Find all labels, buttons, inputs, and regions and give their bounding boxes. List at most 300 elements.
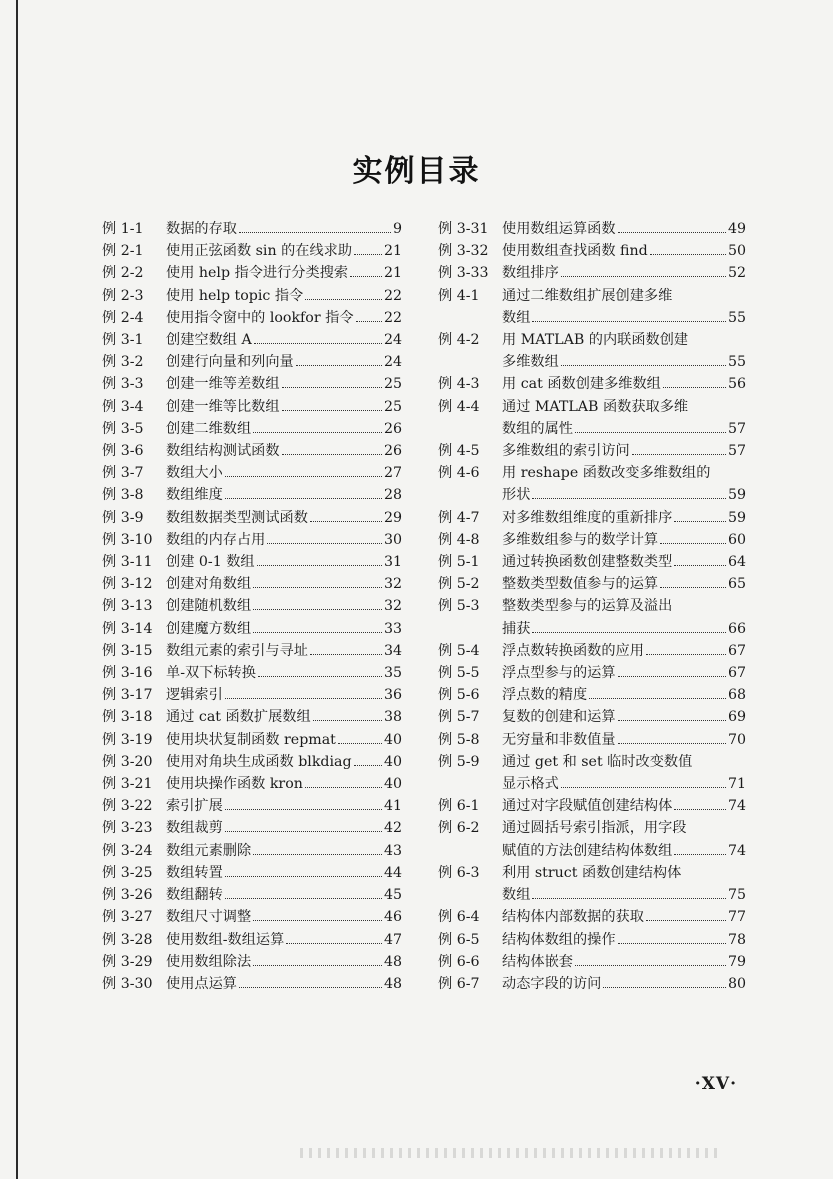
toc-entry-number: 例 3-1 [102, 332, 144, 349]
dot-leader [532, 621, 726, 633]
toc-entry [438, 951, 746, 973]
toc-entry-page: 34 [383, 642, 402, 659]
dot-leader [225, 488, 382, 500]
dot-leader [305, 288, 382, 300]
toc-entry-number: 例 3-24 [102, 842, 153, 859]
toc-entry-page: 26 [383, 443, 402, 460]
dot-leader [561, 355, 726, 367]
toc-entry-page: 77 [727, 909, 746, 926]
toc-entry [102, 906, 402, 928]
toc-entry-title: 数组元素的索引与寻址 [166, 642, 308, 659]
toc-entry-number: 例 5-9 [438, 753, 480, 770]
toc-entry-number: 例 3-28 [102, 931, 153, 948]
dot-leader [650, 244, 726, 256]
toc-entry [102, 973, 402, 995]
toc-entry-page: 69 [727, 709, 746, 726]
toc-entry-page: 42 [383, 820, 402, 837]
dot-leader [253, 910, 382, 922]
toc-entry-number: 例 5-3 [438, 598, 480, 615]
toc-entry-number: 例 5-7 [438, 709, 480, 726]
toc-entry-title: 使用块操作函数 kron [166, 776, 303, 793]
dot-leader [561, 776, 726, 788]
toc-entry-title: 使用块状复制函数 repmat [166, 731, 336, 748]
toc-entry-number: 例 5-5 [438, 665, 480, 682]
toc-entry [438, 440, 746, 462]
toc-entry-page: 57 [727, 420, 746, 437]
toc-entry-number: 例 5-8 [438, 731, 480, 748]
dot-leader [225, 799, 382, 811]
toc-entry [102, 440, 402, 462]
toc-entry-page: 32 [383, 576, 402, 593]
toc-entry-number: 例 3-27 [102, 909, 153, 926]
dot-leader [663, 377, 726, 389]
toc-entry [102, 418, 402, 440]
toc-entry-title: 数组维度 [166, 487, 223, 504]
dot-leader [225, 821, 382, 833]
toc-entry-page: 24 [383, 332, 402, 349]
toc-entry-title: 使用 help topic 指令 [166, 287, 304, 304]
toc-entry-number: 例 3-30 [102, 975, 153, 992]
toc-entry [438, 462, 746, 506]
toc-entry-number: 例 4-1 [438, 287, 480, 304]
dot-leader [253, 843, 382, 855]
toc-entry-title: 使用数组查找函数 find [502, 243, 648, 260]
toc-entry-title: 数组裁剪 [166, 820, 223, 837]
toc-entry [102, 706, 402, 728]
dot-leader [646, 643, 726, 655]
toc-entry-number: 例 2-3 [102, 287, 144, 304]
toc-entry [102, 396, 402, 418]
toc-entry-title: 通过圆括号索引指派，用字段 [502, 820, 687, 837]
dot-leader [305, 776, 382, 788]
dot-leader [239, 221, 391, 233]
toc-entry-title: 使用正弦函数 sin 的在线求助 [166, 243, 353, 260]
toc-entry [438, 817, 746, 861]
toc-entry-number: 例 3-10 [102, 531, 153, 548]
toc-entry-title: 创建一维等比数组 [166, 398, 280, 415]
toc-entry [102, 773, 402, 795]
dot-leader [225, 865, 382, 877]
toc-entry [102, 462, 402, 484]
toc-entry-page: 56 [727, 376, 746, 393]
toc-entry-page: 35 [383, 665, 402, 682]
toc-entry-page: 27 [383, 465, 402, 482]
toc-entry-title: 通过 cat 函数扩展数组 [166, 709, 311, 726]
toc-entry-title: 结构体数组的操作 [502, 931, 616, 948]
toc-entry-title: 使用数组除法 [166, 953, 252, 970]
toc-entry-number: 例 3-4 [102, 398, 144, 415]
toc-entry-number: 例 3-19 [102, 731, 153, 748]
toc-entry-page: 29 [383, 509, 402, 526]
toc-entry-title: 复数的创建和运算 [502, 709, 616, 726]
toc-entry-number: 例 3-6 [102, 443, 144, 460]
dot-leader [589, 688, 726, 700]
toc-entry-title: 使用指令窗中的 lookfor 指令 [166, 309, 354, 326]
toc-entry-page: 30 [383, 531, 402, 548]
toc-entry [102, 951, 402, 973]
toc-entry-title: 数组尺寸调整 [166, 909, 252, 926]
dot-leader [618, 665, 726, 677]
toc-entry [438, 640, 746, 662]
toc-entry-title: 利用 struct 函数创建结构体 [502, 864, 682, 881]
toc-entry-number: 例 6-7 [438, 975, 480, 992]
toc-entry [102, 262, 402, 284]
dot-leader [575, 954, 726, 966]
toc-entry-number: 例 4-6 [438, 465, 480, 482]
toc-entry-title: 通过转换函数创建整数类型 [502, 554, 673, 571]
dot-leader [282, 443, 382, 455]
toc-entry-title: 整数类型参与的运算及溢出 [502, 598, 673, 615]
toc-entry-title: 用 MATLAB 的内联函数创建 [502, 332, 689, 349]
dot-leader [225, 887, 382, 899]
toc-entry-page: 9 [392, 221, 402, 237]
toc-entry [102, 929, 402, 951]
toc-entry-page: 75 [727, 887, 746, 904]
toc-entry [102, 751, 402, 773]
dot-leader [532, 488, 726, 500]
dot-leader [354, 244, 382, 256]
dot-leader [338, 732, 382, 744]
dot-leader [254, 332, 382, 344]
toc-entry-page: 79 [727, 953, 746, 970]
toc-entry [102, 285, 402, 307]
toc-entry-page: 64 [727, 554, 746, 571]
toc-entry-page: 33 [383, 620, 402, 637]
toc-entry [102, 573, 402, 595]
dot-leader [310, 510, 382, 522]
toc-entry [438, 373, 746, 395]
toc-entry-number: 例 3-8 [102, 487, 144, 504]
toc-entry-page: 40 [383, 731, 402, 748]
toc-entry [438, 573, 746, 595]
toc-entry-page: 80 [727, 975, 746, 992]
toc-entry-number: 例 5-2 [438, 576, 480, 593]
dot-leader [618, 710, 726, 722]
toc-entry-page: 22 [383, 309, 402, 326]
toc-entry-title: 创建 0-1 数组 [166, 554, 255, 571]
toc-entry [438, 262, 746, 284]
toc-entry-page: 48 [383, 975, 402, 992]
toc-entry-page: 67 [727, 665, 746, 682]
toc-entry-number: 例 3-33 [438, 265, 489, 282]
toc-entry-title: 使用数组运算函数 [502, 221, 616, 237]
toc-right-column [438, 218, 746, 995]
dot-leader [313, 710, 382, 722]
toc-entry-page: 60 [727, 531, 746, 548]
toc-entry-title: 数组元素删除 [166, 842, 252, 859]
toc-entry-number: 例 2-2 [102, 265, 144, 282]
toc-entry [102, 484, 402, 506]
toc-entry [102, 329, 402, 351]
toc-entry-page: 24 [383, 354, 402, 371]
toc-entry-number: 例 3-14 [102, 620, 153, 637]
toc-entry-page: 22 [383, 287, 402, 304]
toc-entry [438, 795, 746, 817]
toc-entry-page: 48 [383, 953, 402, 970]
toc-entry-number: 例 3-11 [102, 554, 153, 571]
toc-entry-page: 47 [383, 931, 402, 948]
dot-leader [253, 599, 382, 611]
toc-entry-page: 67 [727, 642, 746, 659]
toc-entry-number: 例 6-3 [438, 864, 480, 881]
page-title: 实例目录 [352, 154, 481, 189]
page-number: ·XV· [694, 1074, 737, 1094]
toc-entry-number: 例 3-25 [102, 864, 153, 881]
toc-entry-number: 例 6-5 [438, 931, 480, 948]
toc-entry-page: 59 [727, 487, 746, 504]
toc-entry [438, 973, 746, 995]
toc-entry-number: 例 3-12 [102, 576, 153, 593]
dot-leader [354, 754, 382, 766]
toc-entry [102, 729, 402, 751]
toc-entry-page: 57 [727, 443, 746, 460]
dot-leader [310, 643, 382, 655]
dot-leader [618, 732, 726, 744]
toc-entry-page: 40 [383, 776, 402, 793]
toc-entry [438, 906, 746, 928]
toc-entry-page: 28 [383, 487, 402, 504]
dot-leader [603, 976, 726, 988]
toc-entry [438, 595, 746, 639]
dot-leader [660, 577, 726, 589]
dot-leader [267, 532, 382, 544]
dot-leader [257, 554, 382, 566]
toc-entry-title: 逻辑索引 [166, 687, 223, 704]
toc-entry-number: 例 3-32 [438, 243, 489, 260]
toc-entry-title: 创建一维等差数组 [166, 376, 280, 393]
toc-entry [102, 884, 402, 906]
toc-entry-title: 创建随机数组 [166, 598, 252, 615]
toc-entry-title: 动态字段的访问 [502, 975, 602, 992]
toc-entry [102, 507, 402, 529]
toc-entry-number: 例 3-26 [102, 887, 153, 904]
toc-entry-title: 无穷量和非数值量 [502, 731, 616, 748]
dot-leader [239, 976, 382, 988]
toc-entry-title: 使用对角块生成函数 blkdiag [166, 753, 352, 770]
toc-entry [438, 240, 746, 262]
dot-leader [674, 799, 726, 811]
toc-entry-title: 使用 help 指令进行分类搜索 [166, 265, 349, 282]
toc-entry [438, 751, 746, 795]
toc-entry-number: 例 6-4 [438, 909, 480, 926]
toc-entry-title: 多维数组 [502, 354, 559, 371]
toc-entry-title: 浮点数转换函数的应用 [502, 642, 644, 659]
toc-entry-number: 例 4-2 [438, 332, 480, 349]
toc-entry-number: 例 3-17 [102, 687, 153, 704]
toc-entry-page: 41 [383, 798, 402, 815]
toc-entry [438, 529, 746, 551]
toc-entry-title: 数组的内存占用 [166, 531, 266, 548]
dot-leader [674, 554, 726, 566]
dot-leader [253, 577, 382, 589]
dot-leader [618, 932, 726, 944]
toc-entry [102, 373, 402, 395]
toc-entry-number: 例 1-1 [102, 221, 144, 237]
toc-entry-title: 通过对字段赋值创建结构体 [502, 798, 673, 815]
toc-entry [102, 218, 402, 240]
toc-entry-title: 通过 MATLAB 函数获取多维 [502, 398, 689, 415]
toc-entry [102, 817, 402, 839]
toc-entry-number: 例 3-21 [102, 776, 153, 793]
toc-entry [102, 618, 402, 640]
toc-entry-title: 数组 [502, 309, 531, 326]
toc-entry [102, 684, 402, 706]
toc-entry-number: 例 6-1 [438, 798, 480, 815]
dot-leader [282, 377, 382, 389]
toc-entry-number: 例 3-3 [102, 376, 144, 393]
toc-entry [438, 684, 746, 706]
toc-entry-title: 多维数组参与的数学计算 [502, 531, 659, 548]
dot-leader [532, 887, 726, 899]
toc-entry-title: 数组的属性 [502, 420, 573, 437]
toc-entry-page: 26 [383, 420, 402, 437]
toc-entry-page: 52 [727, 265, 746, 282]
dot-leader [225, 466, 382, 478]
toc-entry [102, 351, 402, 373]
toc-entry-number: 例 6-2 [438, 820, 480, 837]
toc-entry-page: 25 [383, 398, 402, 415]
toc-entry-title: 创建魔方数组 [166, 620, 252, 637]
toc-entry-page: 32 [383, 598, 402, 615]
toc-entry-title: 对多维数组维度的重新排序 [502, 509, 673, 526]
toc-entry-page: 46 [383, 909, 402, 926]
toc-entry-page: 21 [383, 243, 402, 260]
toc-entry-page: 21 [383, 265, 402, 282]
toc-entry-number: 例 3-15 [102, 642, 153, 659]
toc-entry-number: 例 3-16 [102, 665, 153, 682]
dot-leader [356, 310, 382, 322]
toc-entry-title: 数组转置 [166, 864, 223, 881]
toc-entry [438, 929, 746, 951]
toc-entry-page: 74 [727, 842, 746, 859]
toc-entry [438, 218, 746, 240]
toc-entry [102, 551, 402, 573]
toc-entry-page: 68 [727, 687, 746, 704]
toc-entry-page: 25 [383, 376, 402, 393]
toc-entry-title: 结构体嵌套 [502, 953, 573, 970]
toc-entry [102, 795, 402, 817]
toc-entry-title: 数组大小 [166, 465, 223, 482]
toc-entry-title: 结构体内部数据的获取 [502, 909, 644, 926]
toc-entry-number: 例 2-1 [102, 243, 144, 260]
toc-entry-number: 例 3-9 [102, 509, 144, 526]
toc-entry-title: 通过 get 和 set 临时改变数值 [502, 753, 693, 770]
toc-entry-page: 65 [727, 576, 746, 593]
toc-entry-page: 44 [383, 864, 402, 881]
toc-entry-title: 赋值的方法创建结构体数组 [502, 842, 673, 859]
toc-entry-page: 55 [727, 354, 746, 371]
toc-entry-page: 49 [727, 221, 746, 237]
toc-entry-page: 59 [727, 509, 746, 526]
toc-left-column [102, 218, 402, 995]
toc-entry [102, 662, 402, 684]
toc-entry [438, 551, 746, 573]
toc-entry-title: 浮点数的精度 [502, 687, 588, 704]
toc-entry-number: 例 3-23 [102, 820, 153, 837]
toc-entry-page: 38 [383, 709, 402, 726]
dot-leader [253, 621, 382, 633]
toc-entry-number: 例 3-29 [102, 953, 153, 970]
toc-entry-title: 整数类型数值参与的运算 [502, 576, 659, 593]
toc-entry-page: 45 [383, 887, 402, 904]
toc-entry-page: 31 [383, 554, 402, 571]
toc-entry-title: 数组数据类型测试函数 [166, 509, 308, 526]
toc-entry-title: 数组排序 [502, 265, 559, 282]
toc-entry-title: 捕获 [502, 620, 531, 637]
toc-entry-number: 例 3-31 [438, 221, 489, 237]
toc-entry-title: 数组结构测试函数 [166, 443, 280, 460]
toc-entry-title: 数据的存取 [166, 221, 237, 237]
toc-entry-page: 70 [727, 731, 746, 748]
toc-entry-title: 数组翻转 [166, 887, 223, 904]
toc-entry [102, 640, 402, 662]
toc-entry [438, 706, 746, 728]
toc-entry-number: 例 4-3 [438, 376, 480, 393]
toc-entry [438, 662, 746, 684]
toc-entry-title: 使用数组-数组运算 [166, 931, 285, 948]
toc-entry-number: 例 6-6 [438, 953, 480, 970]
toc-entry-title: 创建空数组 A [166, 332, 252, 349]
toc-entry [102, 240, 402, 262]
toc-entry-number: 例 3-18 [102, 709, 153, 726]
toc-entry [102, 862, 402, 884]
toc-entry-title: 创建对角数组 [166, 576, 252, 593]
dot-leader [561, 266, 726, 278]
dot-leader [674, 510, 726, 522]
toc-entry-number: 例 4-8 [438, 531, 480, 548]
toc-entry-page: 40 [383, 753, 402, 770]
toc-entry-number: 例 3-13 [102, 598, 153, 615]
dot-leader [618, 221, 726, 233]
toc-entry [438, 329, 746, 373]
toc-entry-title: 用 reshape 函数改变多维数组的 [502, 465, 711, 482]
toc-entry-title: 创建二维数组 [166, 420, 252, 437]
toc-entry-page: 66 [727, 620, 746, 637]
toc-entry [102, 840, 402, 862]
toc-entry-title: 显示格式 [502, 776, 559, 793]
dot-leader [225, 688, 382, 700]
toc-entry [438, 285, 746, 329]
toc-entry-number: 例 5-6 [438, 687, 480, 704]
toc-entry [102, 595, 402, 617]
dot-leader [286, 932, 382, 944]
scan-artifact [300, 1148, 720, 1158]
toc-entry-page: 43 [383, 842, 402, 859]
toc-entry-title: 索引扩展 [166, 798, 223, 815]
toc-entry-page: 74 [727, 798, 746, 815]
toc-entry-number: 例 2-4 [102, 309, 144, 326]
dot-leader [253, 421, 382, 433]
dot-leader [632, 443, 726, 455]
dot-leader [282, 399, 382, 411]
dot-leader [296, 355, 382, 367]
dot-leader [660, 532, 726, 544]
toc-entry-number: 例 5-4 [438, 642, 480, 659]
toc-entry-title: 浮点型参与的运算 [502, 665, 616, 682]
dot-leader [258, 665, 382, 677]
dot-leader [350, 266, 382, 278]
toc-entry-number: 例 3-7 [102, 465, 144, 482]
dot-leader [646, 910, 726, 922]
toc-entry-page: 50 [727, 243, 746, 260]
toc-entry-title: 用 cat 函数创建多维数组 [502, 376, 661, 393]
toc-entry-title: 通过二维数组扩展创建多维 [502, 287, 673, 304]
toc-entry-title: 多维数组的索引访问 [502, 443, 630, 460]
dot-leader [575, 421, 726, 433]
toc-entry-title: 使用点运算 [166, 975, 237, 992]
toc-entry-page: 78 [727, 931, 746, 948]
toc-entry-title: 单-双下标转换 [166, 665, 256, 682]
